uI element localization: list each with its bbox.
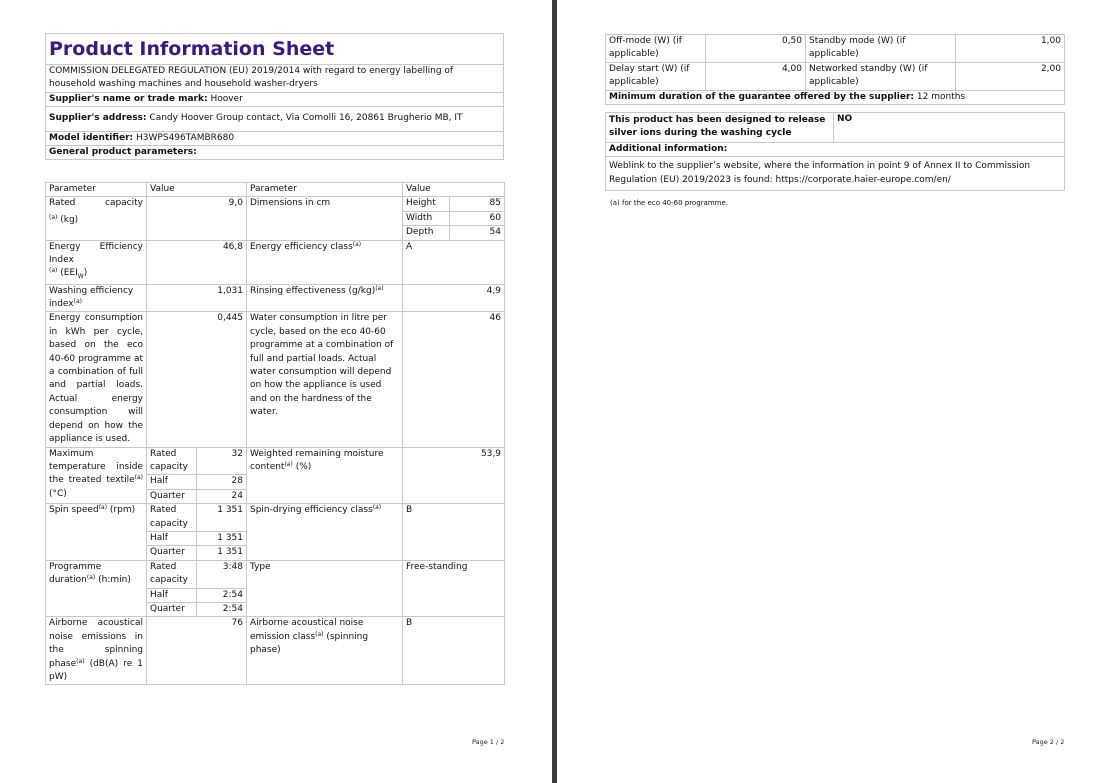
delay-start-label: Delay start (W) (if applicable) <box>606 62 706 90</box>
standby-value: 1,00 <box>956 35 1065 63</box>
delay-start-value: 4,00 <box>706 62 806 90</box>
water-consumption-value: 46 <box>403 312 505 447</box>
col-header-parameter-2: Parameter <box>247 183 403 197</box>
programme-label: Programme duration$^{(a)}$ (h:min) <box>46 560 147 617</box>
supplier-name-row <box>46 92 504 106</box>
col-header-parameter: Parameter <box>46 183 147 197</box>
guarantee-value: 12 months <box>916 91 966 102</box>
eei-label: Energy Efficiency Index $^{(a)}$ $(EEI_W)$ <box>46 240 147 284</box>
regulation-text: COMMISSION DELEGATED REGULATION (EU) 2019/2014 with regard to energy labelling of household washing machines and household washer-dryers <box>46 65 504 93</box>
energy-consumption-label: Energy consumption in kWh per cycle, based on the eco 40-60 programme at a combination of full and partial loads. Actual energy consumption will depend on how the appliance is used. <box>46 312 147 447</box>
standby-label: Standby mode (W) (if applicable) <box>806 35 956 63</box>
moisture-label: Weighted remaining moisture content$^{(a)}$ (%) <box>247 447 403 504</box>
max-temp-half-value: 28 <box>197 475 247 489</box>
max-temp-quarter-label: Quarter <box>147 489 197 503</box>
page-number-1: Page 1 / 2 <box>472 738 505 746</box>
programme-quarter-label: Quarter <box>147 602 197 616</box>
supplier-name-label: Supplier's name or trade mark: <box>49 93 208 104</box>
off-mode-value: 0,50 <box>706 35 806 63</box>
info-sheet-header <box>45 33 504 160</box>
depth-value: 54 <box>450 226 505 240</box>
moisture-value: 53,9 <box>403 447 505 504</box>
max-temp-half-label: Half <box>147 475 197 489</box>
silver-value: NO <box>834 113 1065 143</box>
spin-speed-quarter-value: 1 351 <box>197 546 247 560</box>
networked-standby-label: Networked standby (W) (if applicable) <box>806 62 956 90</box>
supplier-address-row <box>46 107 504 131</box>
supplier-address-value: Candy Hoover Group contact, Via Comolli 16, 20861 Brugherio MB, IT <box>149 113 463 124</box>
weblink-url: https://corporate.haier-europe.com/en/ <box>775 174 951 185</box>
supplier-address-label: Supplier's address: <box>49 113 147 124</box>
page-2 <box>557 0 1107 783</box>
depth-label: Depth <box>403 226 450 240</box>
supplier-name-value: Hoover <box>210 93 243 104</box>
model-value: H3WPS496TAMBR680 <box>136 132 235 143</box>
silver-table <box>605 112 1065 191</box>
noise-label: Airborne acoustical noise emissions in the spinning phase$^{(a)}$ (dB(A) re 1 pW) <box>46 617 147 685</box>
guarantee-row <box>606 90 1065 104</box>
spin-speed-half-label: Half <box>147 531 197 545</box>
rinsing-label: Rinsing effectiveness $(g/kg)^{(a)}$ <box>247 284 403 312</box>
max-temp-rated-value: 32 <box>197 447 247 475</box>
dimensions-label: Dimensions in cm <box>247 197 403 240</box>
page-title: Product Information Sheet <box>46 34 504 65</box>
energy-class-label: Energy efficiency class$^{(a)}$ <box>247 240 403 284</box>
width-value: 60 <box>450 211 505 225</box>
height-value: 85 <box>450 197 505 211</box>
type-label: Type <box>247 560 403 617</box>
noise-value: 76 <box>147 617 247 685</box>
spin-speed-label: Spin speed$^{(a)}$ (rpm) <box>46 504 147 561</box>
washing-eff-label: Washing efficiency index$^{(a)}$ <box>46 284 147 312</box>
energy-class-value: A <box>403 240 505 284</box>
noise-class-value: B <box>403 617 505 685</box>
spin-speed-quarter-label: Quarter <box>147 546 197 560</box>
off-mode-label: Off-mode (W) (if applicable) <box>606 35 706 63</box>
water-consumption-label: Water consumption in litre per cycle, based on the eco 40-60 programme at a combination of full and partial loads. Actual water consumption will depend on how the appliance is used and on the hardness of the water. <box>247 312 403 447</box>
spin-class-label: Spin-drying efficiency class$^{(a)}$ <box>247 504 403 561</box>
programme-rated-label: Rated capacity <box>147 560 197 588</box>
networked-standby-value: 2,00 <box>956 62 1065 90</box>
capacity-value: 9,0 <box>147 197 247 240</box>
height-label: Height <box>403 197 450 211</box>
programme-rated-value: 3:48 <box>197 560 247 588</box>
guarantee-label: Minimum duration of the guarantee offered by the supplier: <box>609 91 915 102</box>
washing-eff-value: 1,031 <box>147 284 247 312</box>
eei-value: 46,8 <box>147 240 247 284</box>
programme-half-label: Half <box>147 588 197 602</box>
page-1 <box>0 0 552 783</box>
width-label: Width <box>403 211 450 225</box>
page-number-2: Page 2 / 2 <box>1032 738 1065 746</box>
table-header-row <box>46 183 505 197</box>
energy-consumption-value: 0,445 <box>147 312 247 447</box>
max-temp-quarter-value: 24 <box>197 489 247 503</box>
model-label: Model identifier: <box>49 132 134 143</box>
additional-info-label: Additional information: <box>606 142 1065 156</box>
noise-class-label: Airborne acoustical noise emission class$^{(a)}$ (spinning phase) <box>247 617 403 685</box>
spin-speed-rated-label: Rated capacity <box>147 504 197 532</box>
power-table <box>605 34 1065 105</box>
capacity-label: Rated capacity $^{(a)}$ (kg) <box>46 197 147 240</box>
type-value: Free-standing <box>403 560 505 617</box>
spin-class-value: B <box>403 504 505 561</box>
silver-label: This product has been designed to release silver ions during the washing cycle <box>606 113 834 143</box>
col-header-value-2: Value <box>403 183 505 197</box>
weblink-text: Weblink to the supplier’s website, where the information in point 9 of Annex II to Commission Regulation (EU) 2019/2023 is found: <box>609 161 1031 185</box>
footnote: (a) for the eco 40-60 programme. <box>610 199 728 207</box>
model-row <box>46 131 504 145</box>
max-temp-label: Maximum temperature inside the treated textile$^{(a)}$ (°C) <box>46 447 147 504</box>
weblink-row <box>606 157 1065 191</box>
general-params-label: General product parameters: <box>46 146 504 160</box>
parameters-table <box>45 182 505 685</box>
col-header-value: Value <box>147 183 247 197</box>
programme-half-value: 2:54 <box>197 588 247 602</box>
spin-speed-rated-value: 1 351 <box>197 504 247 532</box>
programme-quarter-value: 2:54 <box>197 602 247 616</box>
rinsing-value: 4,9 <box>403 284 505 312</box>
spin-speed-half-value: 1 351 <box>197 531 247 545</box>
max-temp-rated-label: Rated capacity <box>147 447 197 475</box>
